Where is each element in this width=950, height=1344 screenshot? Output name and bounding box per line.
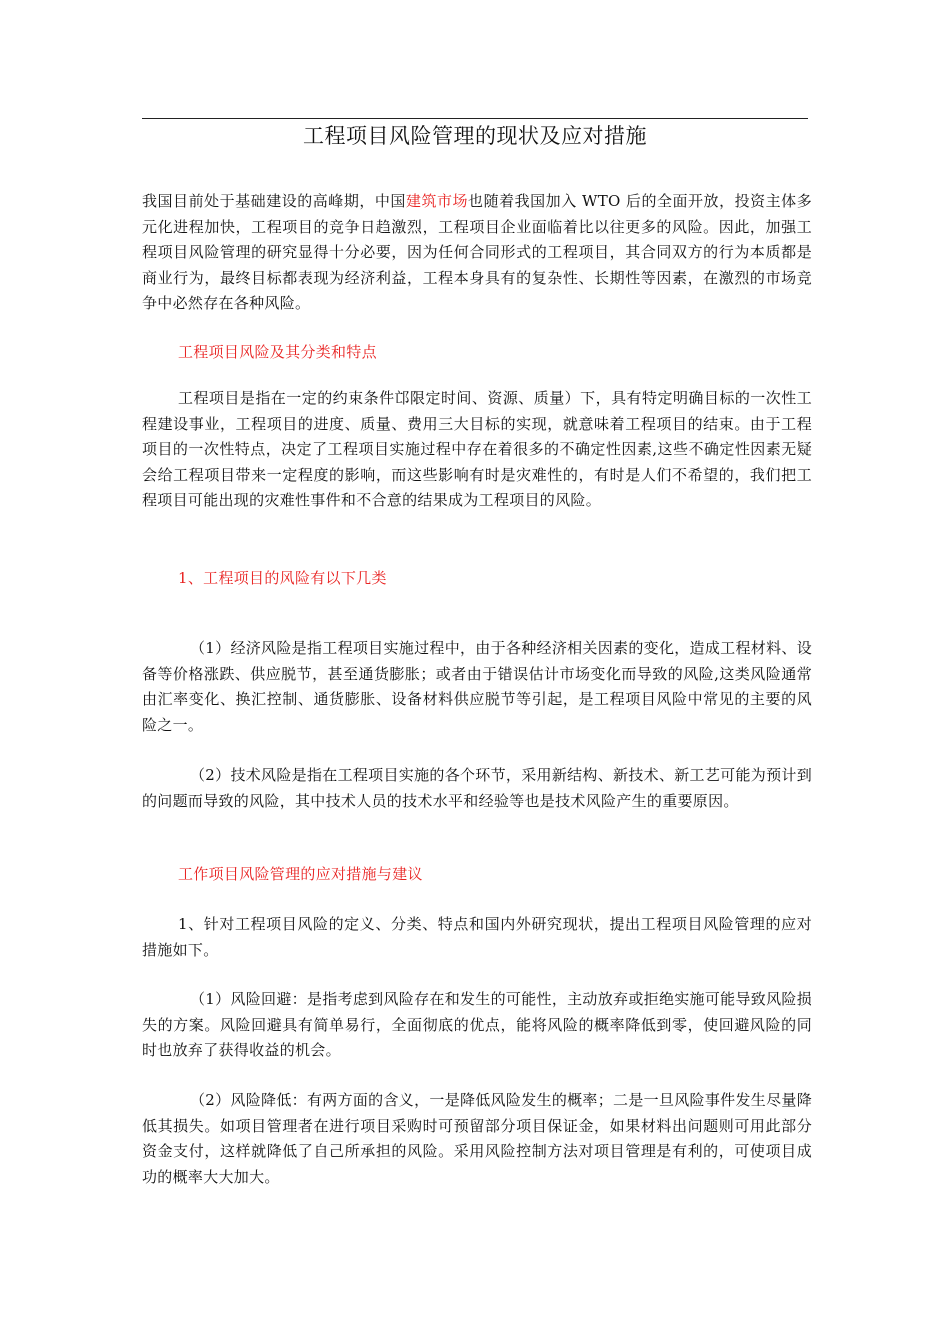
- project-risk-definition-paragraph: 工程项目是指在一定的约束条件邙限定时间、资源、质量）下，具有特定明确目标的一次性工程建设事业，工程项目的进度、质量、费用三大目标的实现，就意味着工程项目的结束。由于工程项目的一次性特点，决定了工程项目实施过程中存在着很多的不确定性因素,这些不确定性因素无疑会给工程项目带来一定程度的影响，而这些影响有时是灾难性的，有时是人们不希望的，我们把工程项目可能出现的灾难性事件和不合意的结果成为工程项目的风险。: [142, 389, 812, 510]
- document-title: 工程项目风险管理的现状及应对措施: [303, 124, 647, 148]
- countermeasures-intro-paragraph: 1、针对工程项目风险的定义、分类、特点和国内外研究现状，提出工程项目风险管理的应对措施如下。: [142, 915, 812, 959]
- economic-risk-paragraph: （1）经济风险是指工程项目实施过程中，由于各种经济相关因素的变化，造成工程材料、设备等价格涨跌、供应脱节，甚至通货膨胀；或者由于错误估计市场变化而导致的风险,这类风险通常由汇率变化、换汇控制、通货膨胀、设备材料供应脱节等引起，是工程项目风险中常见的主要的风险之一。: [142, 639, 812, 734]
- intro-text-start: 我国目前处于基础建设的高峰期，中国: [142, 192, 406, 210]
- intro-text-rest: 也随着我国加入 WTO 后的全面开放，投资主体多元化进程加快，工程项目的竞争日趋激烈，工程项目企业面临着比以往更多的风险。因此，加强工程项目风险管理的研究显得十分必要，因为任何合同形式的工程项目，其合同双方的行为本质都是商业行为，最终目标都表现为经济利益，工程本身具有的复杂性、长期性等因素，在激烈的市场竞争中必然存在各种风险。: [142, 192, 813, 313]
- section-heading-countermeasures: 工作项目风险管理的应对措施与建议: [178, 865, 423, 883]
- intro-paragraph: [142, 189, 812, 317]
- risk-avoidance-paragraph: （1）风险回避：是指考虑到风险存在和发生的可能性，主动放弃或拒绝实施可能导致风险损失的方案。风险回避具有简单易行，全面彻底的优点，能将风险的概率降低到零，使回避风险的同时也放弃了获得收益的机会。: [142, 990, 812, 1060]
- building-market-link[interactable]: 建筑市场: [405, 192, 469, 210]
- technical-risk-paragraph: （2）技术风险是指在工程项目实施的各个环节，采用新结构、新技术、新工艺可能为预计到的问题而导致的风险，其中技术人员的技术水平和经验等也是技术风险产生的重要原因。: [142, 766, 812, 810]
- subheading-risk-types: 1、工程项目的风险有以下几类: [178, 569, 387, 587]
- header-rule: [142, 118, 808, 119]
- risk-reduction-paragraph: （2）风险降低：有两方面的含义，一是降低风险发生的概率；二是一旦风险事件发生尽量降低其损失。如项目管理者在进行项目采购时可预留部分项目保证金，如果材料出问题则可用此部分资金支付，这样就降低了自己所承担的风险。采用风险控制方法对项目管理是有利的，可使项目成功的概率大大加大。: [142, 1091, 812, 1186]
- section-heading-risk-classification: 工程项目风险及其分类和特点: [178, 343, 377, 361]
